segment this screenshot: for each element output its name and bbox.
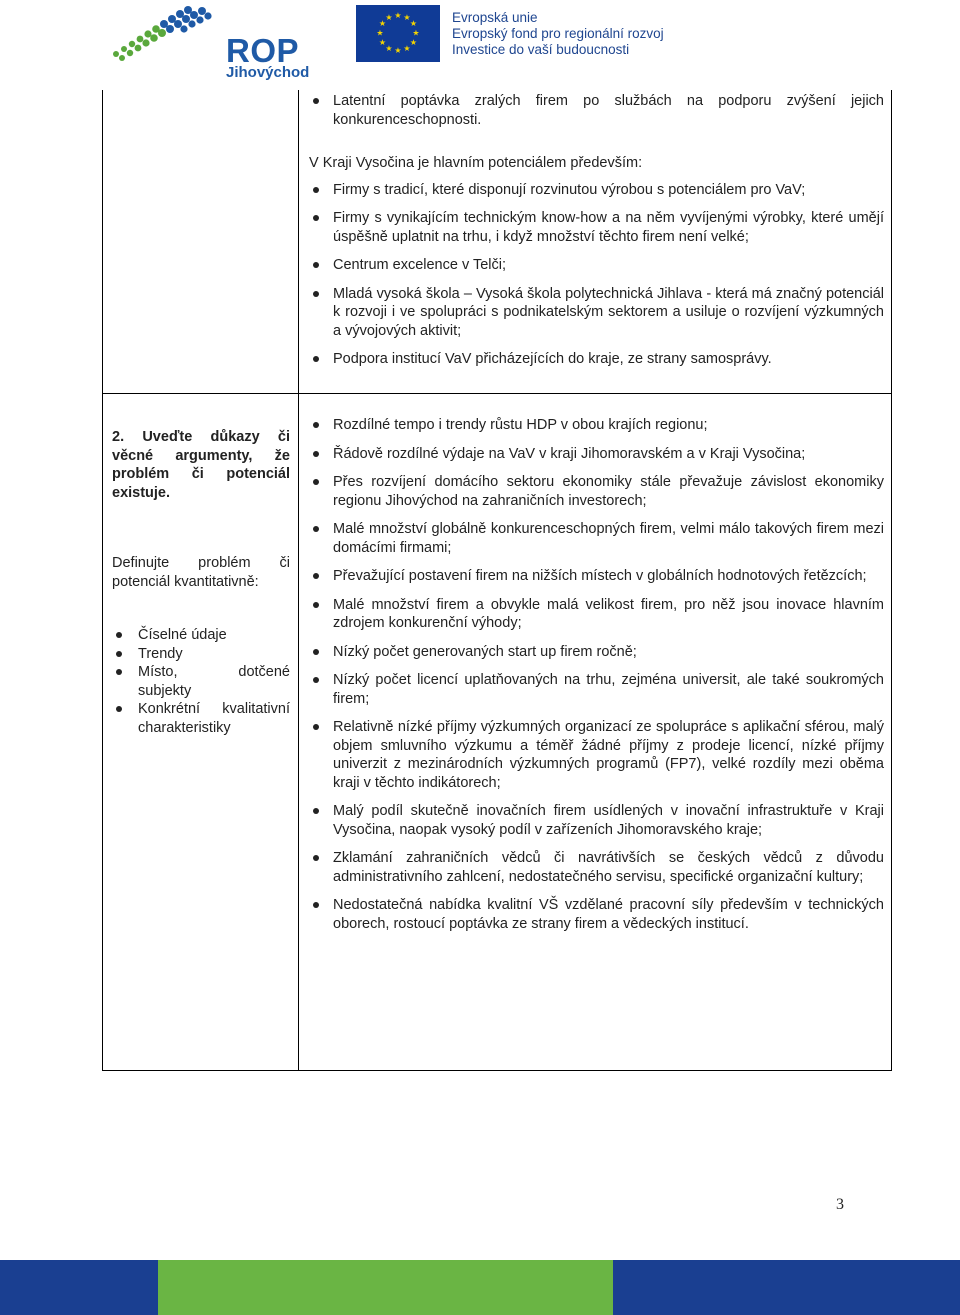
list-item: Firmy s tradicí, které disponují rozvinutou výrobou s potenciálem pro VaV;: [309, 181, 884, 200]
eu-logo-line: Investice do vaší budoucnosti: [452, 42, 630, 57]
question-definition: Definujte problém či potenciál kvantitativně:: [112, 555, 290, 590]
footer-stripe-blue: [0, 1260, 158, 1315]
list-item: Malé množství globálně konkurenceschopných firem, velmi málo takových firem mezi domácími firmami;: [309, 520, 884, 557]
table-row: [102, 393, 892, 1071]
rop-dots-icon: [108, 2, 228, 62]
list-item: Přes rozvíjení domácího sektoru ekonomiky stále převažuje závislost ekonomiky regionu Jihovýchod na zahraničních investorech;: [309, 473, 884, 510]
list-item: Malý podíl skutečně inovačních firem usídlených v inovační infrastruktuře v Kraji Vysočina, naopak vysoký podíl v zařízeních Jihomoravského kraje;: [309, 802, 884, 839]
list-item: Relativně nízké příjmy výzkumných organizací ze spolupráce s aplikační sférou, malý objem smluvního výzkumu a téměř žádné příjmy z prodeje licencí, nízké příjmy univerzit z mezinárodních výzkumných programů (FP7), velké rozdíly mezi oběma kraji v těchto indikátorech;: [309, 718, 884, 792]
question-title: 2. Uveďte důkazy či věcné argumenty, že problém či potenciál existuje.: [112, 429, 290, 501]
list-item: Nízký počet generovaných start up firem ročně;: [309, 643, 884, 662]
list-item: Centrum excelence v Telči;: [309, 256, 884, 275]
list-item: Firmy s vynikajícím technickým know-how a na něm vyvíjenými výrobky, které umějí úspěšně uplatnit na trhu, i když množství těchto firem není velké;: [309, 209, 884, 246]
footer-stripe-green: [158, 1260, 613, 1315]
column-divider: [298, 393, 299, 1070]
footer-stripe-blue: [613, 1260, 960, 1315]
intro-text: V Kraji Vysočina je hlavním potenciálem především:: [309, 155, 643, 171]
list-item: Místo, dotčené subjekty: [112, 663, 290, 700]
list-item: Malé množství firem a obvykle malá velikost firem, pro něž jsou inovace hlavním zdrojem konkurenční výhody;: [309, 596, 884, 633]
footer-bar: [0, 1260, 960, 1315]
list-item: Trendy: [112, 645, 290, 664]
svg-text:★: ★: [394, 11, 402, 20]
svg-text:★: ★: [378, 38, 387, 47]
evidence-cell: [309, 416, 884, 943]
eu-logo-text: [452, 10, 664, 58]
bullet-list: [309, 416, 884, 933]
svg-text:★: ★: [409, 38, 418, 47]
list-item: Podpora institucí VaV přicházejících do kraje, ze strany samosprávy.: [309, 350, 884, 369]
list-item: Nízký počet licencí uplatňovaných na trhu, zejména universit, ale také soukromých firem;: [309, 671, 884, 708]
list-item: Konkrétní kvalitativní charakteristiky: [112, 700, 290, 737]
rop-logo-subtitle: Jihovýchod: [226, 64, 310, 81]
list-item: Řádově rozdílné výdaje na VaV v kraji Jihomoravském a v Kraji Vysočina;: [309, 445, 884, 464]
list-item: Nedostatečná nabídka kvalitní VŠ vzdělané pracovní síly především v technických oborech, rostoucí poptávka ze strany firem a vědeckých institucí.: [309, 896, 884, 933]
list-item: Rozdílné tempo i trendy růstu HDP v obou krajích regionu;: [309, 416, 884, 435]
svg-text:★: ★: [394, 46, 402, 55]
svg-text:★: ★: [376, 28, 384, 38]
question-cell: [112, 428, 290, 737]
column-divider: [298, 90, 299, 393]
page-header: [0, 0, 960, 90]
eu-logo-line: Evropská unie: [452, 10, 538, 25]
page-number: 3: [836, 1196, 844, 1213]
table-row: [102, 90, 892, 394]
svg-text:★: ★: [412, 28, 420, 38]
rop-logo-title: ROP: [226, 32, 300, 69]
list-item: Převažující postavení firem na nižších místech v globálních hodnotových řetězcích;: [309, 567, 884, 586]
row1-content: [309, 92, 884, 379]
content-table: [102, 90, 892, 1071]
bullet-list: [309, 181, 884, 369]
list-item: Mladá vysoká škola – Vysoká škola polytechnická Jihlava - která má značný potenciál k rozvoji i ve spolupráci s podnikatelským sektorem a usiluje o rozvíjení výzkumných a vývojových aktivit;: [309, 285, 884, 341]
svg-text:★: ★: [403, 13, 411, 22]
eu-logo-line: Evropský fond pro regionální rozvoj: [452, 26, 664, 41]
svg-text:★: ★: [385, 44, 393, 53]
eu-flag-icon: [356, 5, 440, 62]
svg-text:★: ★: [378, 19, 387, 28]
list-item: Latentní poptávka zralých firem po službách na podporu zvýšení jejich konkurenceschopnosti.: [309, 92, 884, 129]
list-item: Číselné údaje: [112, 626, 290, 645]
svg-text:★: ★: [409, 19, 418, 28]
svg-text:★: ★: [385, 13, 393, 22]
list-item: Zklamání zahraničních vědců či navrátivších se českých vědců z důvodu administrativního zahlcení, nedostatečného servisu, specifické organizační kultury;: [309, 849, 884, 886]
svg-text:★: ★: [403, 44, 411, 53]
bullet-list: [112, 626, 290, 737]
bullet-list: [309, 92, 884, 129]
